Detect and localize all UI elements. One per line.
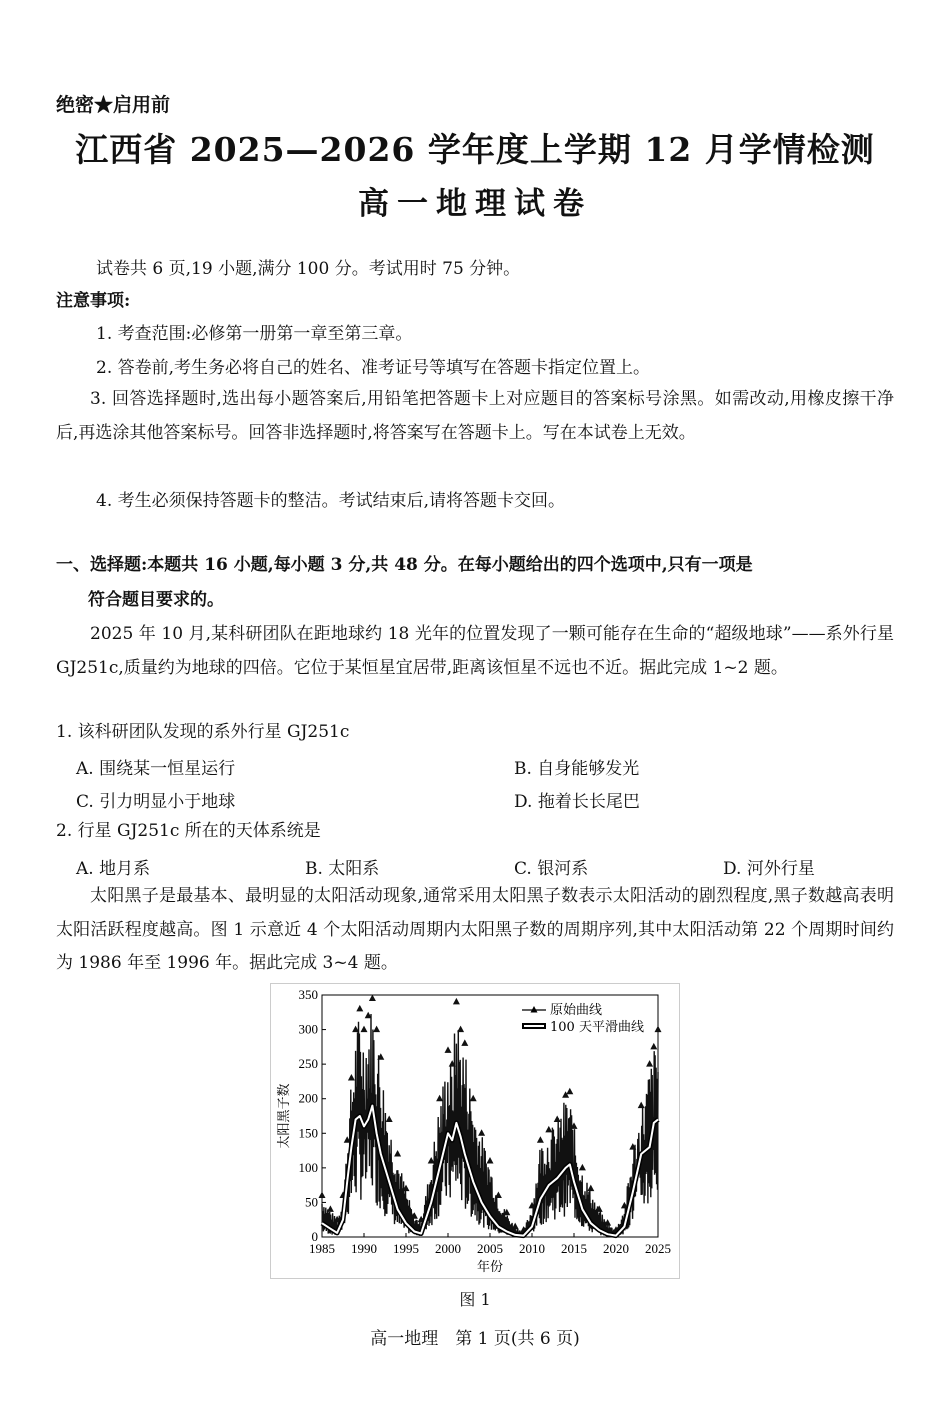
q2-option-c[interactable]: C. 银河系: [514, 859, 589, 879]
notes-heading: 注意事项:: [56, 291, 131, 311]
exam-subtitle: 高一地理试卷: [358, 186, 592, 222]
q2-option-d[interactable]: D. 河外行星: [723, 859, 815, 879]
legend-label: 原始曲线: [550, 1003, 603, 1018]
x-tick-label: 2000: [435, 1241, 461, 1256]
y-tick-label: 150: [298, 1125, 318, 1141]
note-item: 1. 考查范围:必修第一册第一章至第三章。: [96, 324, 413, 344]
question-2-stem: 2. 行星 GJ251c 所在的天体系统是: [56, 821, 321, 841]
section-heading-cont: 符合题目要求的。: [88, 590, 224, 610]
x-tick-label: 2025: [645, 1241, 671, 1256]
legend-smooth-core: [524, 1025, 544, 1027]
x-tick-label: 2005: [477, 1241, 503, 1256]
x-axis-label: 年份: [476, 1260, 504, 1275]
exam-intro: 试卷共 6 页,19 小题,满分 100 分。考试用时 75 分钟。: [96, 259, 521, 279]
y-tick-label: 300: [298, 1021, 318, 1037]
y-tick-label: 200: [298, 1090, 318, 1106]
y-tick-label: 250: [298, 1056, 318, 1072]
x-tick-label: 1995: [393, 1241, 419, 1256]
x-tick-label: 1990: [351, 1241, 377, 1256]
x-tick-label: 1985: [309, 1241, 335, 1256]
question-1-stem: 1. 该科研团队发现的系外行星 GJ251c: [56, 722, 350, 742]
passage-exoplanet: 2025 年 10 月,某科研团队在距地球约 18 光年的位置发现了一颗可能存在生命的“超级地球”——系外行星 GJ251c,质量约为地球的四倍。它位于某恒星宜居带,距离该恒星不远也不近。据此完成 1~2 题。: [56, 624, 894, 678]
legend-label: 100 天平滑曲线: [550, 1020, 644, 1035]
section-heading: 一、选择题:本题共 16 小题,每小题 3 分,共 48 分。在每小题给出的四个选项中,只有一项是: [56, 555, 753, 575]
note-item: 4. 考生必须保持答题卡的整洁。考试结束后,请将答题卡交回。: [96, 491, 566, 511]
q2-option-a[interactable]: A. 地月系: [76, 859, 151, 879]
y-axis-label: 太阳黑子数: [277, 1083, 292, 1149]
note-item: 3. 回答选择题时,选出每小题答案后,用铅笔把答题卡上对应题目的答案标号涂黑。如需改动,用橡皮擦干净后,再选涂其他答案标号。回答非选择题时,将答案写在答题卡上。写在本试卷上无效。: [56, 389, 894, 443]
y-tick-label: 50: [305, 1194, 318, 1210]
x-tick-label: 2020: [603, 1241, 629, 1256]
y-tick-label: 100: [298, 1159, 318, 1175]
q1-option-b[interactable]: B. 自身能够发光: [514, 759, 640, 779]
x-tick-label: 2010: [519, 1241, 545, 1256]
note-item: 2. 答卷前,考生务必将自己的姓名、准考证号等填写在答题卡指定位置上。: [96, 358, 651, 378]
exam-title: 江西省 2025—2026 学年度上学期 12 月学情检测: [75, 130, 875, 169]
x-tick-label: 2015: [561, 1241, 587, 1256]
figure-caption: 图 1: [459, 1290, 491, 1309]
confidential-label: 绝密★启用前: [56, 94, 171, 116]
q2-option-b[interactable]: B. 太阳系: [305, 859, 380, 879]
page-footer: 高一地理 第 1 页(共 6 页): [370, 1329, 580, 1349]
q1-option-c[interactable]: C. 引力明显小于地球: [76, 792, 236, 812]
y-tick-label: 350: [298, 987, 318, 1002]
sunspot-chart: [270, 983, 680, 1279]
passage-sunspots: 太阳黑子是最基本、最明显的太阳活动现象,通常采用太阳黑子数表示太阳活动的剧烈程度,黑子数越高表明太阳活跃程度越高。图 1 示意近 4 个太阳活动周期内太阳黑子数的周期序列,其中太阳活动第 22 个周期时间约为 1986 年至 1996 年。据此完成 3~4 题。: [56, 886, 894, 973]
y-tick-label: 0: [311, 1229, 318, 1244]
q1-option-a[interactable]: A. 围绕某一恒星运行: [76, 759, 236, 779]
q1-option-d[interactable]: D. 拖着长长尾巴: [514, 792, 640, 812]
